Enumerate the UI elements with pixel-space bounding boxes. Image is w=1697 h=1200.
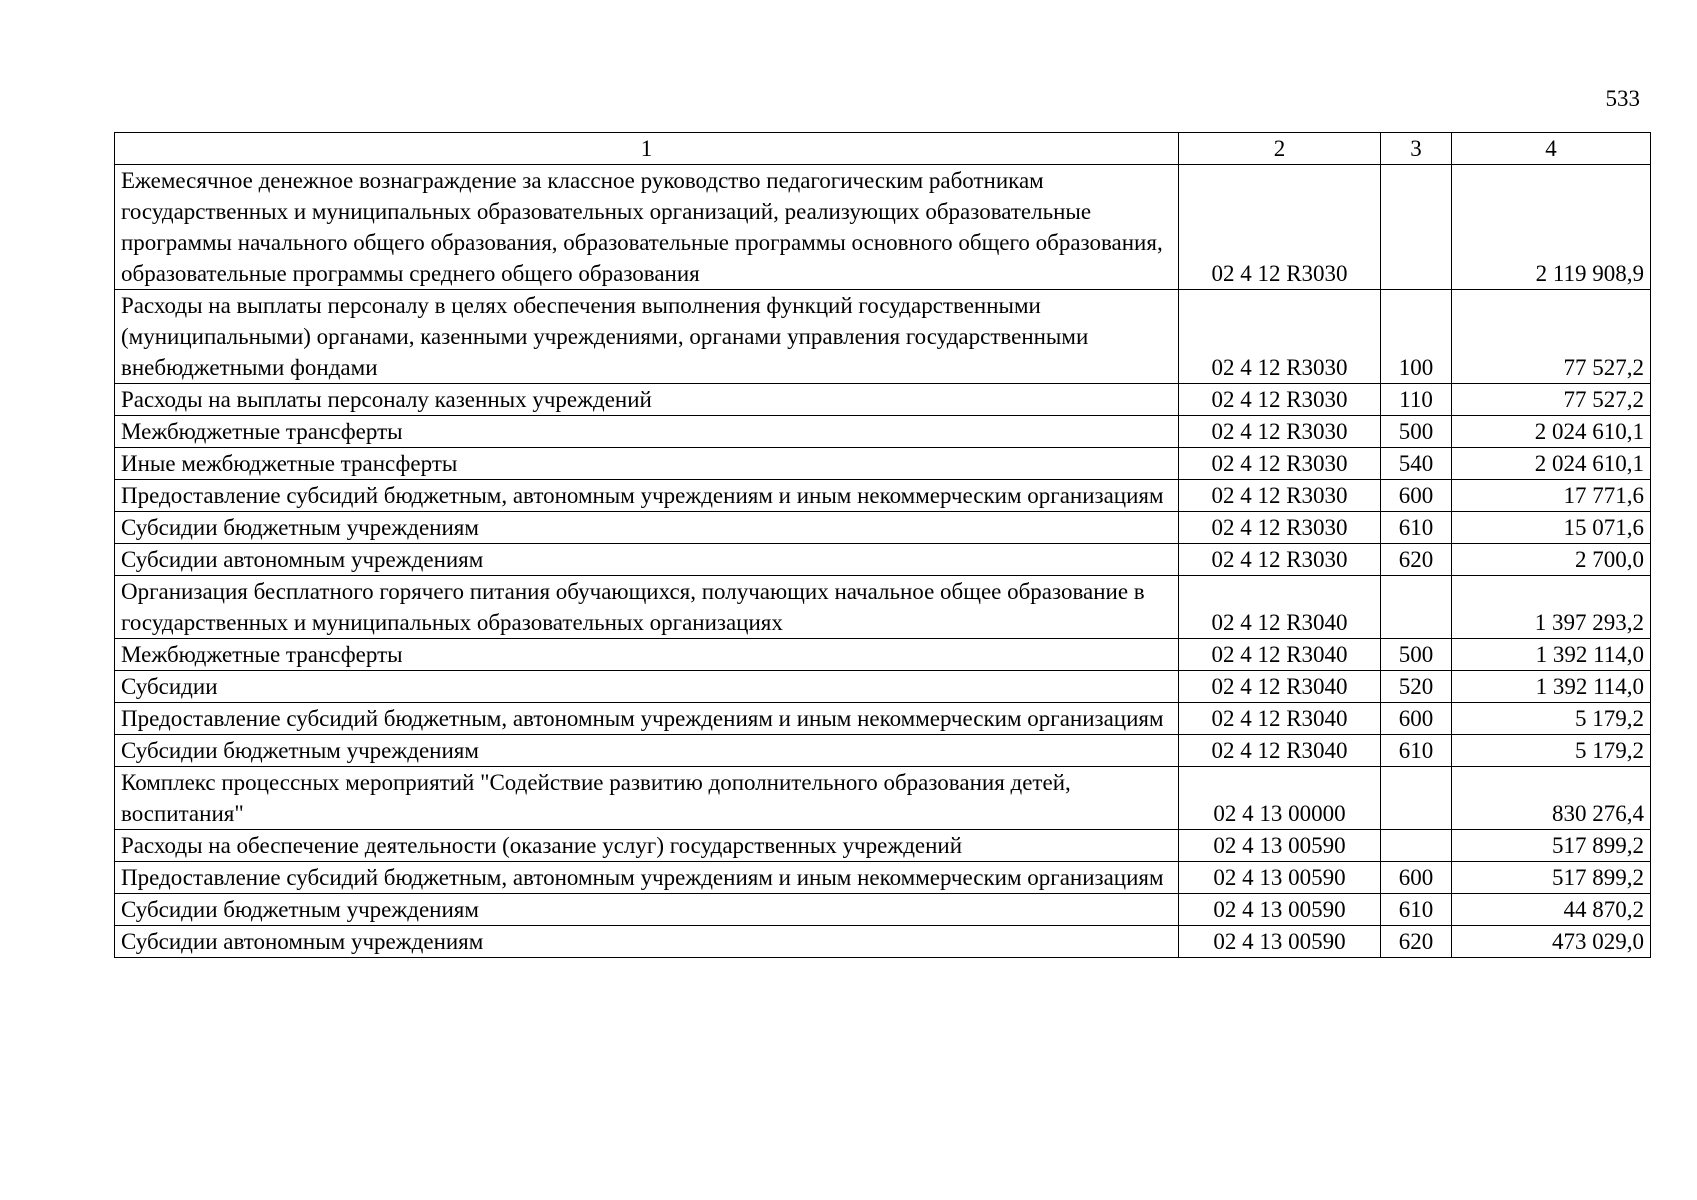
row-code-cell: 02 4 12 R3030 <box>1179 290 1381 384</box>
table-row <box>115 894 1651 926</box>
row-code-cell: 02 4 13 00590 <box>1179 926 1381 958</box>
row-code-cell: 02 4 13 00590 <box>1179 894 1381 926</box>
row-code-cell: 02 4 12 R3040 <box>1179 735 1381 767</box>
row-code-cell: 02 4 13 00000 <box>1179 767 1381 830</box>
row-type-cell: 500 <box>1381 416 1452 448</box>
row-amount-cell: 2 024 610,1 <box>1452 448 1651 480</box>
table-row <box>115 639 1651 671</box>
table-body <box>115 165 1651 958</box>
row-type-cell: 610 <box>1381 735 1452 767</box>
table-row <box>115 384 1651 416</box>
row-name-cell: Субсидии автономным учреждениям <box>115 926 1179 958</box>
row-amount-cell: 1 392 114,0 <box>1452 671 1651 703</box>
row-type-cell <box>1381 576 1452 639</box>
row-amount-cell: 517 899,2 <box>1452 830 1651 862</box>
row-code-cell: 02 4 12 R3030 <box>1179 544 1381 576</box>
row-code-cell: 02 4 12 R3030 <box>1179 416 1381 448</box>
row-code-cell: 02 4 13 00590 <box>1179 862 1381 894</box>
row-code-cell: 02 4 12 R3040 <box>1179 576 1381 639</box>
row-type-cell <box>1381 830 1452 862</box>
row-name-cell: Субсидии автономным учреждениям <box>115 544 1179 576</box>
row-type-cell: 610 <box>1381 894 1452 926</box>
row-amount-cell: 2 119 908,9 <box>1452 165 1651 290</box>
row-name-cell: Субсидии бюджетным учреждениям <box>115 512 1179 544</box>
row-type-cell: 110 <box>1381 384 1452 416</box>
row-amount-cell: 15 071,6 <box>1452 512 1651 544</box>
table-row <box>115 512 1651 544</box>
row-name-cell: Комплекс процессных мероприятий "Содействие развитию дополнительного образования детей, воспитания" <box>115 767 1179 830</box>
row-name-cell: Предоставление субсидий бюджетным, автономным учреждениям и иным некоммерческим организациям <box>115 703 1179 735</box>
row-name-cell: Межбюджетные трансферты <box>115 416 1179 448</box>
row-name-cell: Субсидии <box>115 671 1179 703</box>
row-name-cell: Организация бесплатного горячего питания обучающихся, получающих начальное общее образование в государственных и муниципальных образовательных организациях <box>115 576 1179 639</box>
row-code-cell: 02 4 12 R3030 <box>1179 165 1381 290</box>
table-row <box>115 544 1651 576</box>
row-code-cell: 02 4 13 00590 <box>1179 830 1381 862</box>
row-name-cell: Расходы на выплаты персоналу казенных учреждений <box>115 384 1179 416</box>
column-header-3: 3 <box>1381 133 1452 165</box>
table-row <box>115 416 1651 448</box>
table-row <box>115 165 1651 290</box>
row-amount-cell: 517 899,2 <box>1452 862 1651 894</box>
row-amount-cell: 2 700,0 <box>1452 544 1651 576</box>
row-type-cell: 500 <box>1381 639 1452 671</box>
row-code-cell: 02 4 12 R3030 <box>1179 512 1381 544</box>
page-number: 533 <box>1605 86 1640 111</box>
table-row <box>115 290 1651 384</box>
table-row <box>115 926 1651 958</box>
row-type-cell: 540 <box>1381 448 1452 480</box>
row-name-cell: Расходы на обеспечение деятельности (оказание услуг) государственных учреждений <box>115 830 1179 862</box>
table-row <box>115 735 1651 767</box>
row-amount-cell: 77 527,2 <box>1452 290 1651 384</box>
row-name-cell: Субсидии бюджетным учреждениям <box>115 735 1179 767</box>
row-name-cell: Межбюджетные трансферты <box>115 639 1179 671</box>
row-amount-cell: 17 771,6 <box>1452 480 1651 512</box>
table-row <box>115 480 1651 512</box>
row-type-cell: 600 <box>1381 480 1452 512</box>
row-amount-cell: 5 179,2 <box>1452 735 1651 767</box>
table-row <box>115 703 1651 735</box>
row-amount-cell: 473 029,0 <box>1452 926 1651 958</box>
row-name-cell: Расходы на выплаты персоналу в целях обеспечения выполнения функций государственными (муниципальными) органами, казенными учреждениями, органами управления государственными внебюджетными фондами <box>115 290 1179 384</box>
row-type-cell: 520 <box>1381 671 1452 703</box>
table-row <box>115 671 1651 703</box>
row-type-cell: 100 <box>1381 290 1452 384</box>
row-type-cell <box>1381 767 1452 830</box>
row-code-cell: 02 4 12 R3040 <box>1179 639 1381 671</box>
row-amount-cell: 5 179,2 <box>1452 703 1651 735</box>
table-row <box>115 576 1651 639</box>
row-amount-cell: 44 870,2 <box>1452 894 1651 926</box>
row-amount-cell: 1 392 114,0 <box>1452 639 1651 671</box>
row-type-cell <box>1381 165 1452 290</box>
table-row <box>115 448 1651 480</box>
row-code-cell: 02 4 12 R3030 <box>1179 384 1381 416</box>
row-code-cell: 02 4 12 R3030 <box>1179 480 1381 512</box>
row-name-cell: Предоставление субсидий бюджетным, автономным учреждениям и иным некоммерческим организациям <box>115 480 1179 512</box>
row-type-cell: 620 <box>1381 926 1452 958</box>
row-amount-cell: 1 397 293,2 <box>1452 576 1651 639</box>
row-type-cell: 610 <box>1381 512 1452 544</box>
column-header-2: 2 <box>1179 133 1381 165</box>
row-type-cell: 620 <box>1381 544 1452 576</box>
column-header-4: 4 <box>1452 133 1651 165</box>
row-amount-cell: 830 276,4 <box>1452 767 1651 830</box>
row-code-cell: 02 4 12 R3030 <box>1179 448 1381 480</box>
table-header-row <box>115 133 1651 165</box>
row-code-cell: 02 4 12 R3040 <box>1179 703 1381 735</box>
column-header-1: 1 <box>115 133 1179 165</box>
row-amount-cell: 2 024 610,1 <box>1452 416 1651 448</box>
row-name-cell: Иные межбюджетные трансферты <box>115 448 1179 480</box>
row-amount-cell: 77 527,2 <box>1452 384 1651 416</box>
budget-table <box>114 132 1651 958</box>
table-row <box>115 830 1651 862</box>
row-name-cell: Предоставление субсидий бюджетным, автономным учреждениям и иным некоммерческим организациям <box>115 862 1179 894</box>
table-row <box>115 767 1651 830</box>
row-name-cell: Субсидии бюджетным учреждениям <box>115 894 1179 926</box>
row-name-cell: Ежемесячное денежное вознаграждение за классное руководство педагогическим работникам государственных и муниципальных образовательных организаций, реализующих образовательные программы начального общего образования, образовательные программы основного общего образования, образовательные программы среднего общего образования <box>115 165 1179 290</box>
table-row <box>115 862 1651 894</box>
row-code-cell: 02 4 12 R3040 <box>1179 671 1381 703</box>
row-type-cell: 600 <box>1381 862 1452 894</box>
row-type-cell: 600 <box>1381 703 1452 735</box>
